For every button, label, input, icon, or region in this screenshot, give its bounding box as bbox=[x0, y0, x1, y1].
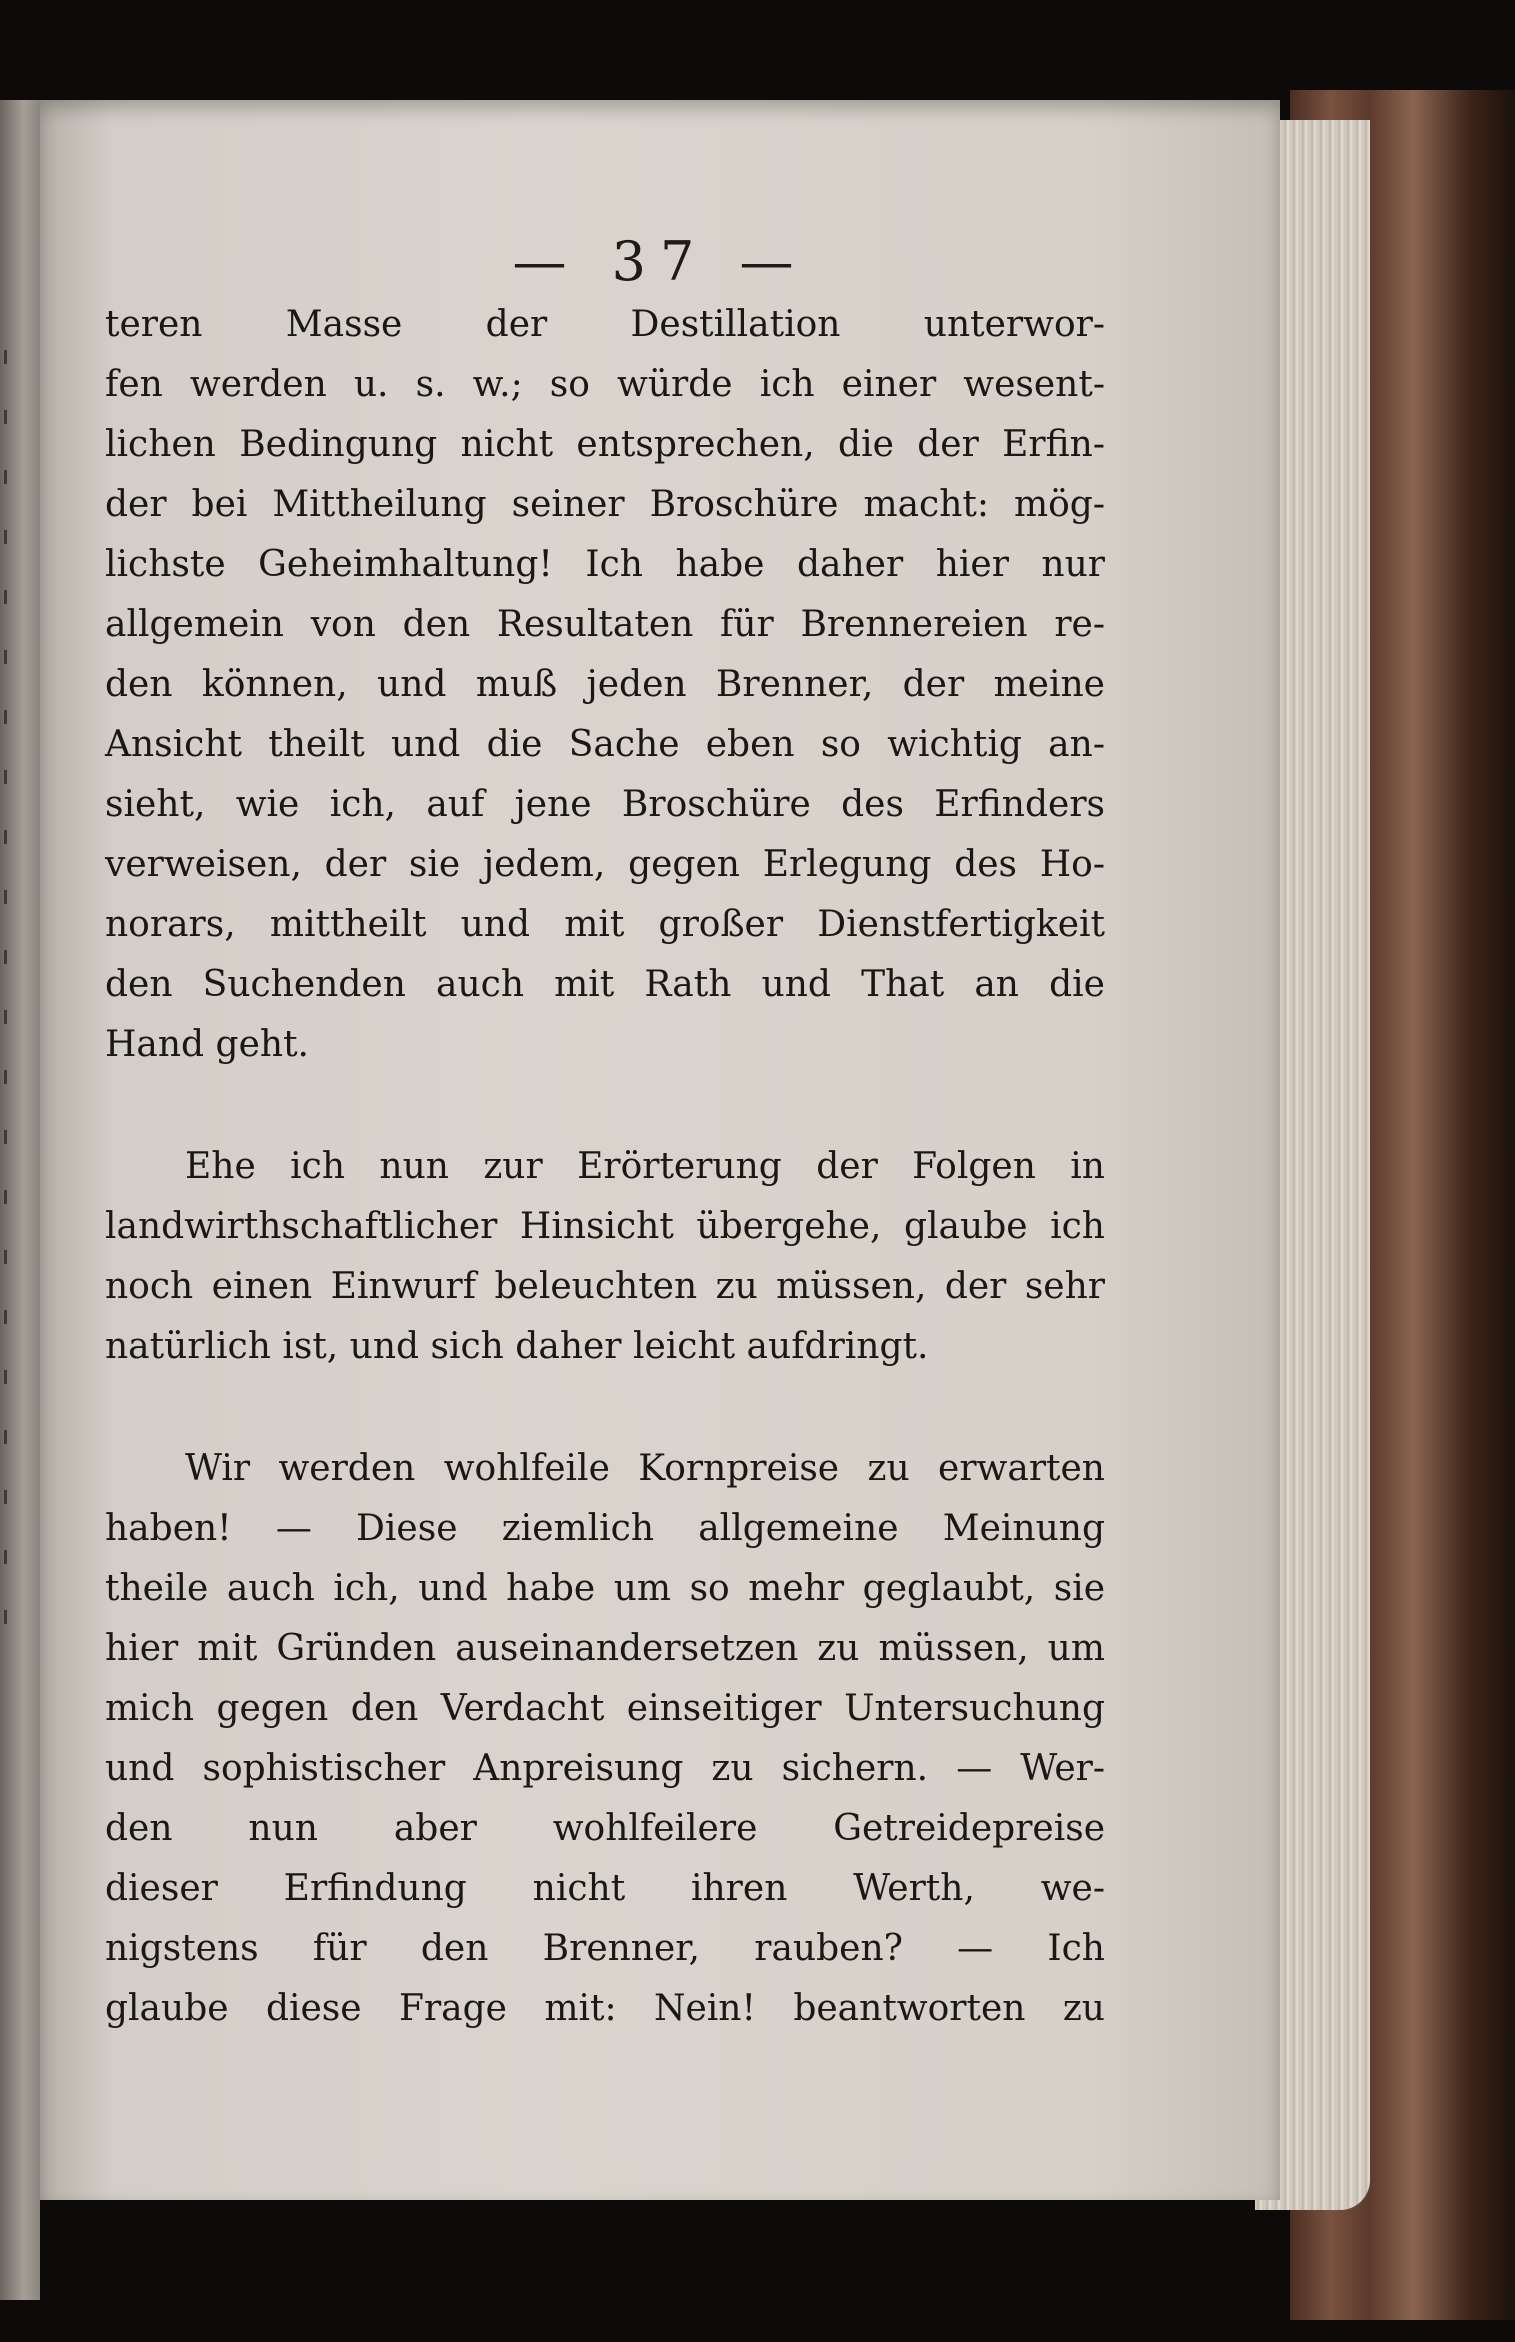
paragraph bbox=[105, 295, 1105, 1075]
text-line: und sophistischer Anpreisung zu sichern. — Wer- bbox=[105, 1748, 1105, 1789]
text-line: glaube diese Frage mit: Nein! beantworten zu bbox=[105, 1988, 1105, 2029]
text-fragment-mark bbox=[4, 1130, 7, 1144]
text-fragment-mark bbox=[4, 530, 7, 544]
text-line: Hand geht. bbox=[105, 1024, 309, 1065]
text-fragment-mark bbox=[4, 1070, 7, 1084]
text-line: noch einen Einwurf beleuchten zu müssen, der sehr bbox=[105, 1266, 1105, 1307]
text-line: mich gegen den Verdacht einseitiger Untersuchung bbox=[105, 1688, 1105, 1729]
text-fragment-mark bbox=[4, 1010, 7, 1024]
text-line: der bei Mittheilung seiner Broschüre macht: mög- bbox=[105, 484, 1105, 525]
text-fragment-mark bbox=[4, 1310, 7, 1324]
text-fragment-mark bbox=[4, 1190, 7, 1204]
text-line: Ehe ich nun zur Erörterung der Folgen in bbox=[185, 1146, 1105, 1187]
text-line: den Suchenden auch mit Rath und That an die bbox=[105, 964, 1105, 1005]
text-line: lichste Geheimhaltung! Ich habe daher hier nur bbox=[105, 544, 1105, 585]
text-fragment-mark bbox=[4, 890, 7, 904]
text-line: landwirthschaftlicher Hinsicht übergehe, glaube ich bbox=[105, 1206, 1105, 1247]
text-line: hier mit Gründen auseinandersetzen zu müssen, um bbox=[105, 1628, 1105, 1669]
text-line: Wir werden wohlfeile Kornpreise zu erwarten bbox=[185, 1448, 1105, 1489]
text-line: den können, und muß jeden Brenner, der meine bbox=[105, 664, 1105, 705]
text-line: natürlich ist, und sich daher leicht aufdringt. bbox=[105, 1326, 929, 1367]
text-fragment-mark bbox=[4, 1550, 7, 1564]
paragraph bbox=[105, 1137, 1105, 1377]
text-fragment-mark bbox=[4, 650, 7, 664]
book-page bbox=[40, 100, 1280, 2200]
previous-page-edge bbox=[0, 100, 40, 2300]
text-fragment-mark bbox=[4, 710, 7, 724]
previous-page-text-fragments bbox=[0, 100, 40, 2300]
text-fragment-mark bbox=[4, 470, 7, 484]
text-line: allgemein von den Resultaten für Brennereien re- bbox=[105, 604, 1105, 645]
text-fragment-mark bbox=[4, 1250, 7, 1264]
text-fragment-mark bbox=[4, 410, 7, 424]
page-number: — 37 — bbox=[512, 230, 808, 293]
text-line: lichen Bedingung nicht entsprechen, die der Erfin- bbox=[105, 424, 1105, 465]
text-line: nigstens für den Brenner, rauben? — Ich bbox=[105, 1928, 1105, 1969]
text-fragment-mark bbox=[4, 950, 7, 964]
paragraph bbox=[105, 1439, 1105, 2039]
text-line: norars, mittheilt und mit großer Dienstfertigkeit bbox=[105, 904, 1105, 945]
text-fragment-mark bbox=[4, 1490, 7, 1504]
text-fragment-mark bbox=[4, 1430, 7, 1444]
text-fragment-mark bbox=[4, 770, 7, 784]
text-fragment-mark bbox=[4, 1370, 7, 1384]
text-line: sieht, wie ich, auf jene Broschüre des Erfinders bbox=[105, 784, 1105, 825]
text-line: theile auch ich, und habe um so mehr geglaubt, sie bbox=[105, 1568, 1105, 1609]
text-line: Ansicht theilt und die Sache eben so wichtig an- bbox=[105, 724, 1105, 765]
text-fragment-mark bbox=[4, 350, 7, 364]
text-line: fen werden u. s. w.; so würde ich einer wesent- bbox=[105, 364, 1105, 405]
text-line: teren Masse der Destillation unterwor- bbox=[105, 304, 1105, 345]
text-line: verweisen, der sie jedem, gegen Erlegung des Ho- bbox=[105, 844, 1105, 885]
body-text bbox=[105, 295, 1105, 2039]
text-line: den nun aber wohlfeilere Getreidepreise bbox=[105, 1808, 1105, 1849]
text-fragment-mark bbox=[4, 1610, 7, 1624]
text-line: dieser Erfindung nicht ihren Werth, we- bbox=[105, 1868, 1105, 1909]
text-fragment-mark bbox=[4, 830, 7, 844]
text-line: haben! — Diese ziemlich allgemeine Meinung bbox=[105, 1508, 1105, 1549]
text-fragment-mark bbox=[4, 590, 7, 604]
